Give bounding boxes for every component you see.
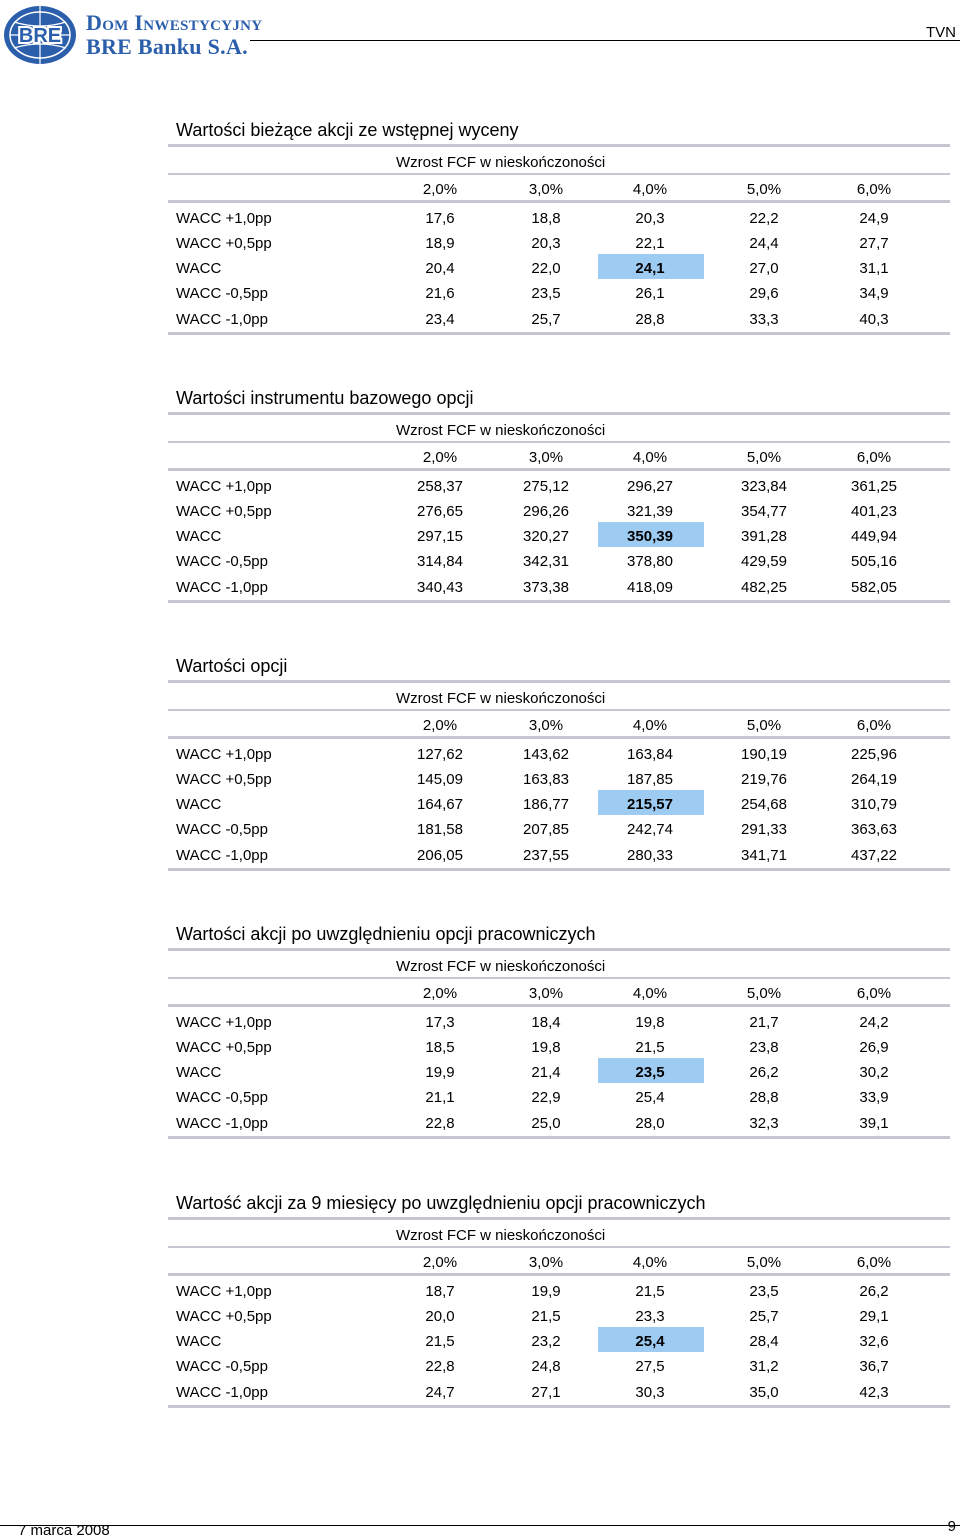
table-cell: 33,3: [749, 311, 779, 328]
table-cell: 23,5: [531, 285, 561, 302]
column-header: 2,0%: [422, 985, 458, 1002]
table-cell: 22,8: [425, 1115, 455, 1132]
table-cell: 310,79: [851, 796, 897, 813]
row-label: WACC -0,5pp: [176, 285, 268, 302]
table-title: Wartości instrumentu bazowego opcji: [176, 388, 474, 408]
row-label: WACC +1,0pp: [176, 1283, 272, 1300]
table-cell: 28,8: [749, 1089, 779, 1106]
table-title: Wartości akcji po uwzględnieniu opcji pracowniczych: [176, 924, 596, 944]
table-bottom-rule: [168, 1136, 950, 1139]
table-cell: 505,16: [851, 553, 897, 570]
table-cell: 22,9: [531, 1089, 561, 1106]
table-cell: 19,9: [425, 1064, 455, 1081]
table-cell: 26,9: [859, 1039, 889, 1056]
table-cell: 23,3: [635, 1308, 665, 1325]
table-cell: 18,9: [425, 235, 455, 252]
table-cell: 296,27: [627, 478, 673, 495]
row-label: WACC +1,0pp: [176, 1014, 272, 1031]
row-label: WACC +1,0pp: [176, 478, 272, 495]
table-cell: 207,85: [523, 821, 569, 838]
subheader-divider: [168, 709, 950, 711]
table-cell: 25,4: [635, 1333, 665, 1350]
table-cell: 19,9: [531, 1283, 561, 1300]
logo-text: BRE: [18, 25, 62, 47]
brand-line-1: Dom Inwestycyjny: [86, 10, 263, 35]
column-header: 3,0%: [528, 1254, 564, 1271]
table-cell: 418,09: [627, 579, 673, 596]
table-cell: 27,1: [531, 1384, 561, 1401]
table-title: Wartości opcji: [176, 656, 288, 676]
brand-name: [86, 12, 262, 58]
table-cell: 22,0: [531, 260, 561, 277]
table-cell: 40,3: [859, 311, 889, 328]
row-label: WACC -1,0pp: [176, 311, 268, 328]
table-cell: 18,8: [531, 210, 561, 227]
sensitivity-table: [168, 924, 950, 1164]
table-cell: 187,85: [627, 771, 673, 788]
table-cell: 437,22: [851, 847, 897, 864]
subheader-divider: [168, 441, 950, 443]
table-title: Wartości bieżące akcji ze wstępnej wyceny: [176, 120, 519, 140]
table-cell: 280,33: [627, 847, 673, 864]
row-label: WACC: [176, 1064, 222, 1081]
footer-date: 7 marca 2008: [18, 1522, 110, 1538]
table-cell: 361,25: [851, 478, 897, 495]
fcf-growth-label: Wzrost FCF w nieskończoności: [396, 690, 606, 707]
table-cell: 35,0: [749, 1384, 779, 1401]
column-header: 6,0%: [856, 985, 892, 1002]
table-bottom-rule: [168, 868, 950, 871]
row-label: WACC -0,5pp: [176, 1358, 268, 1375]
table-cell: 17,6: [425, 210, 455, 227]
table-cell: 482,25: [741, 579, 787, 596]
table-cell: 34,9: [859, 285, 889, 302]
table-cell: 296,26: [523, 503, 569, 520]
table-cell: 24,8: [531, 1358, 561, 1375]
table-cell: 21,5: [425, 1333, 455, 1350]
table-cell: 254,68: [741, 796, 787, 813]
table-cell: 163,83: [523, 771, 569, 788]
table-cell: 19,8: [531, 1039, 561, 1056]
sensitivity-table: [168, 656, 950, 896]
table-cell: 31,2: [749, 1358, 779, 1375]
table-cell: 30,3: [635, 1384, 665, 1401]
table-cell: 449,94: [851, 528, 897, 545]
sensitivity-table: [168, 120, 950, 360]
table-cell: 18,5: [425, 1039, 455, 1056]
table-cell: 32,6: [859, 1333, 889, 1350]
table-cell: 28,4: [749, 1333, 779, 1350]
row-label: WACC +0,5pp: [176, 1039, 272, 1056]
table-cell: 27,7: [859, 235, 889, 252]
table-cell: 17,3: [425, 1014, 455, 1031]
column-header: 3,0%: [528, 449, 564, 466]
sensitivity-table: [168, 1193, 950, 1433]
table-cell: 321,39: [627, 503, 673, 520]
table-cell: 23,8: [749, 1039, 779, 1056]
table-title: Wartość akcji za 9 miesięcy po uwzględnieniu opcji pracowniczych: [176, 1193, 706, 1213]
row-label: WACC +1,0pp: [176, 746, 272, 763]
table-cell: 42,3: [859, 1384, 889, 1401]
bre-logo: [2, 4, 78, 66]
subheader-divider: [168, 173, 950, 175]
fcf-growth-label: Wzrost FCF w nieskończoności: [396, 1227, 606, 1244]
table-cell: 215,57: [627, 796, 673, 813]
fcf-growth-label: Wzrost FCF w nieskończoności: [396, 958, 606, 975]
table-cell: 190,19: [741, 746, 787, 763]
table-cell: 20,3: [635, 210, 665, 227]
table-cell: 26,1: [635, 285, 665, 302]
table-cell: 27,5: [635, 1358, 665, 1375]
table-cell: 25,7: [749, 1308, 779, 1325]
column-header: 6,0%: [856, 181, 892, 198]
row-label: WACC +0,5pp: [176, 771, 272, 788]
row-label: WACC: [176, 260, 222, 277]
subheader-divider: [168, 1246, 950, 1248]
column-header: 4,0%: [632, 1254, 668, 1271]
table-cell: 18,7: [425, 1283, 455, 1300]
table-cell: 21,1: [425, 1089, 455, 1106]
column-header: 2,0%: [422, 717, 458, 734]
row-label: WACC: [176, 796, 222, 813]
page-number: 9: [947, 1518, 956, 1535]
sensitivity-table: [168, 388, 950, 628]
table-cell: 320,27: [523, 528, 569, 545]
table-cell: 181,58: [417, 821, 463, 838]
table-cell: 363,63: [851, 821, 897, 838]
header-underline: [168, 1273, 950, 1276]
header-underline: [168, 468, 950, 471]
column-header: 5,0%: [746, 717, 782, 734]
table-cell: 30,2: [859, 1064, 889, 1081]
column-header: 5,0%: [746, 449, 782, 466]
title-underline: [168, 680, 950, 683]
table-cell: 23,5: [635, 1064, 665, 1081]
title-underline: [168, 412, 950, 415]
table-cell: 23,4: [425, 311, 455, 328]
title-underline: [168, 948, 950, 951]
fcf-growth-label: Wzrost FCF w nieskończoności: [396, 154, 606, 171]
table-cell: 429,59: [741, 553, 787, 570]
table-cell: 22,1: [635, 235, 665, 252]
table-cell: 29,6: [749, 285, 779, 302]
table-cell: 206,05: [417, 847, 463, 864]
table-cell: 275,12: [523, 478, 569, 495]
table-cell: 350,39: [627, 528, 673, 545]
table-cell: 143,62: [523, 746, 569, 763]
column-header: 4,0%: [632, 717, 668, 734]
header-underline: [168, 1004, 950, 1007]
table-cell: 32,3: [749, 1115, 779, 1132]
fcf-growth-label: Wzrost FCF w nieskończoności: [396, 422, 606, 439]
table-cell: 31,1: [859, 260, 889, 277]
table-cell: 164,67: [417, 796, 463, 813]
column-header: 3,0%: [528, 985, 564, 1002]
table-cell: 20,4: [425, 260, 455, 277]
table-cell: 18,4: [531, 1014, 561, 1031]
table-cell: 341,71: [741, 847, 787, 864]
table-cell: 19,8: [635, 1014, 665, 1031]
table-cell: 25,0: [531, 1115, 561, 1132]
table-cell: 582,05: [851, 579, 897, 596]
title-underline: [168, 144, 950, 147]
table-cell: 21,5: [635, 1039, 665, 1056]
header-underline: [168, 736, 950, 739]
table-cell: 24,7: [425, 1384, 455, 1401]
column-header: 5,0%: [746, 985, 782, 1002]
table-cell: 23,5: [749, 1283, 779, 1300]
table-bottom-rule: [168, 332, 950, 335]
table-cell: 264,19: [851, 771, 897, 788]
table-cell: 22,2: [749, 210, 779, 227]
table-cell: 21,5: [531, 1308, 561, 1325]
column-header: 6,0%: [856, 717, 892, 734]
column-header: 6,0%: [856, 1254, 892, 1271]
table-cell: 26,2: [859, 1283, 889, 1300]
table-cell: 28,0: [635, 1115, 665, 1132]
table-cell: 26,2: [749, 1064, 779, 1081]
table-cell: 24,1: [635, 260, 665, 277]
table-cell: 401,23: [851, 503, 897, 520]
table-cell: 27,0: [749, 260, 779, 277]
column-header: 3,0%: [528, 717, 564, 734]
row-label: WACC -1,0pp: [176, 847, 268, 864]
column-header: 2,0%: [422, 181, 458, 198]
table-cell: 22,8: [425, 1358, 455, 1375]
table-cell: 39,1: [859, 1115, 889, 1132]
column-header: 2,0%: [422, 1254, 458, 1271]
table-cell: 225,96: [851, 746, 897, 763]
column-header: 4,0%: [632, 449, 668, 466]
row-label: WACC -1,0pp: [176, 1115, 268, 1132]
table-cell: 29,1: [859, 1308, 889, 1325]
table-cell: 127,62: [417, 746, 463, 763]
table-bottom-rule: [168, 600, 950, 603]
table-cell: 297,15: [417, 528, 463, 545]
row-label: WACC: [176, 1333, 222, 1350]
table-cell: 36,7: [859, 1358, 889, 1375]
title-underline: [168, 1217, 950, 1220]
column-header: 5,0%: [746, 181, 782, 198]
column-header: 3,0%: [528, 181, 564, 198]
table-cell: 24,2: [859, 1014, 889, 1031]
table-cell: 25,4: [635, 1089, 665, 1106]
table-cell: 23,2: [531, 1333, 561, 1350]
table-cell: 323,84: [741, 478, 787, 495]
column-header: 4,0%: [632, 985, 668, 1002]
table-cell: 258,37: [417, 478, 463, 495]
table-cell: 24,4: [749, 235, 779, 252]
table-cell: 25,7: [531, 311, 561, 328]
row-label: WACC +0,5pp: [176, 503, 272, 520]
table-cell: 33,9: [859, 1089, 889, 1106]
table-cell: 314,84: [417, 553, 463, 570]
table-cell: 21,4: [531, 1064, 561, 1081]
table-cell: 354,77: [741, 503, 787, 520]
table-cell: 242,74: [627, 821, 673, 838]
header-underline: [168, 200, 950, 203]
table-cell: 276,65: [417, 503, 463, 520]
table-cell: 237,55: [523, 847, 569, 864]
table-cell: 219,76: [741, 771, 787, 788]
subheader-divider: [168, 977, 950, 979]
table-cell: 145,09: [417, 771, 463, 788]
table-cell: 24,9: [859, 210, 889, 227]
row-label: WACC +0,5pp: [176, 235, 272, 252]
brand-line-2: BRE Banku S.A.: [86, 34, 248, 59]
table-cell: 21,5: [635, 1283, 665, 1300]
row-label: WACC: [176, 528, 222, 545]
table-cell: 373,38: [523, 579, 569, 596]
row-label: WACC -1,0pp: [176, 579, 268, 596]
row-label: WACC -0,5pp: [176, 1089, 268, 1106]
row-label: WACC -0,5pp: [176, 553, 268, 570]
row-label: WACC -1,0pp: [176, 1384, 268, 1401]
table-bottom-rule: [168, 1405, 950, 1408]
footer-divider: [0, 1525, 960, 1526]
table-cell: 291,33: [741, 821, 787, 838]
row-label: WACC +0,5pp: [176, 1308, 272, 1325]
column-header: 6,0%: [856, 449, 892, 466]
table-cell: 21,7: [749, 1014, 779, 1031]
table-cell: 21,6: [425, 285, 455, 302]
table-cell: 163,84: [627, 746, 673, 763]
table-cell: 340,43: [417, 579, 463, 596]
table-cell: 20,3: [531, 235, 561, 252]
table-cell: 342,31: [523, 553, 569, 570]
column-header: 5,0%: [746, 1254, 782, 1271]
column-header: 4,0%: [632, 181, 668, 198]
table-cell: 20,0: [425, 1308, 455, 1325]
row-label: WACC +1,0pp: [176, 210, 272, 227]
table-cell: 378,80: [627, 553, 673, 570]
ticker-label: TVN: [926, 24, 956, 41]
row-label: WACC -0,5pp: [176, 821, 268, 838]
column-header: 2,0%: [422, 449, 458, 466]
table-cell: 391,28: [741, 528, 787, 545]
table-cell: 186,77: [523, 796, 569, 813]
header-divider: [250, 40, 960, 41]
table-cell: 28,8: [635, 311, 665, 328]
